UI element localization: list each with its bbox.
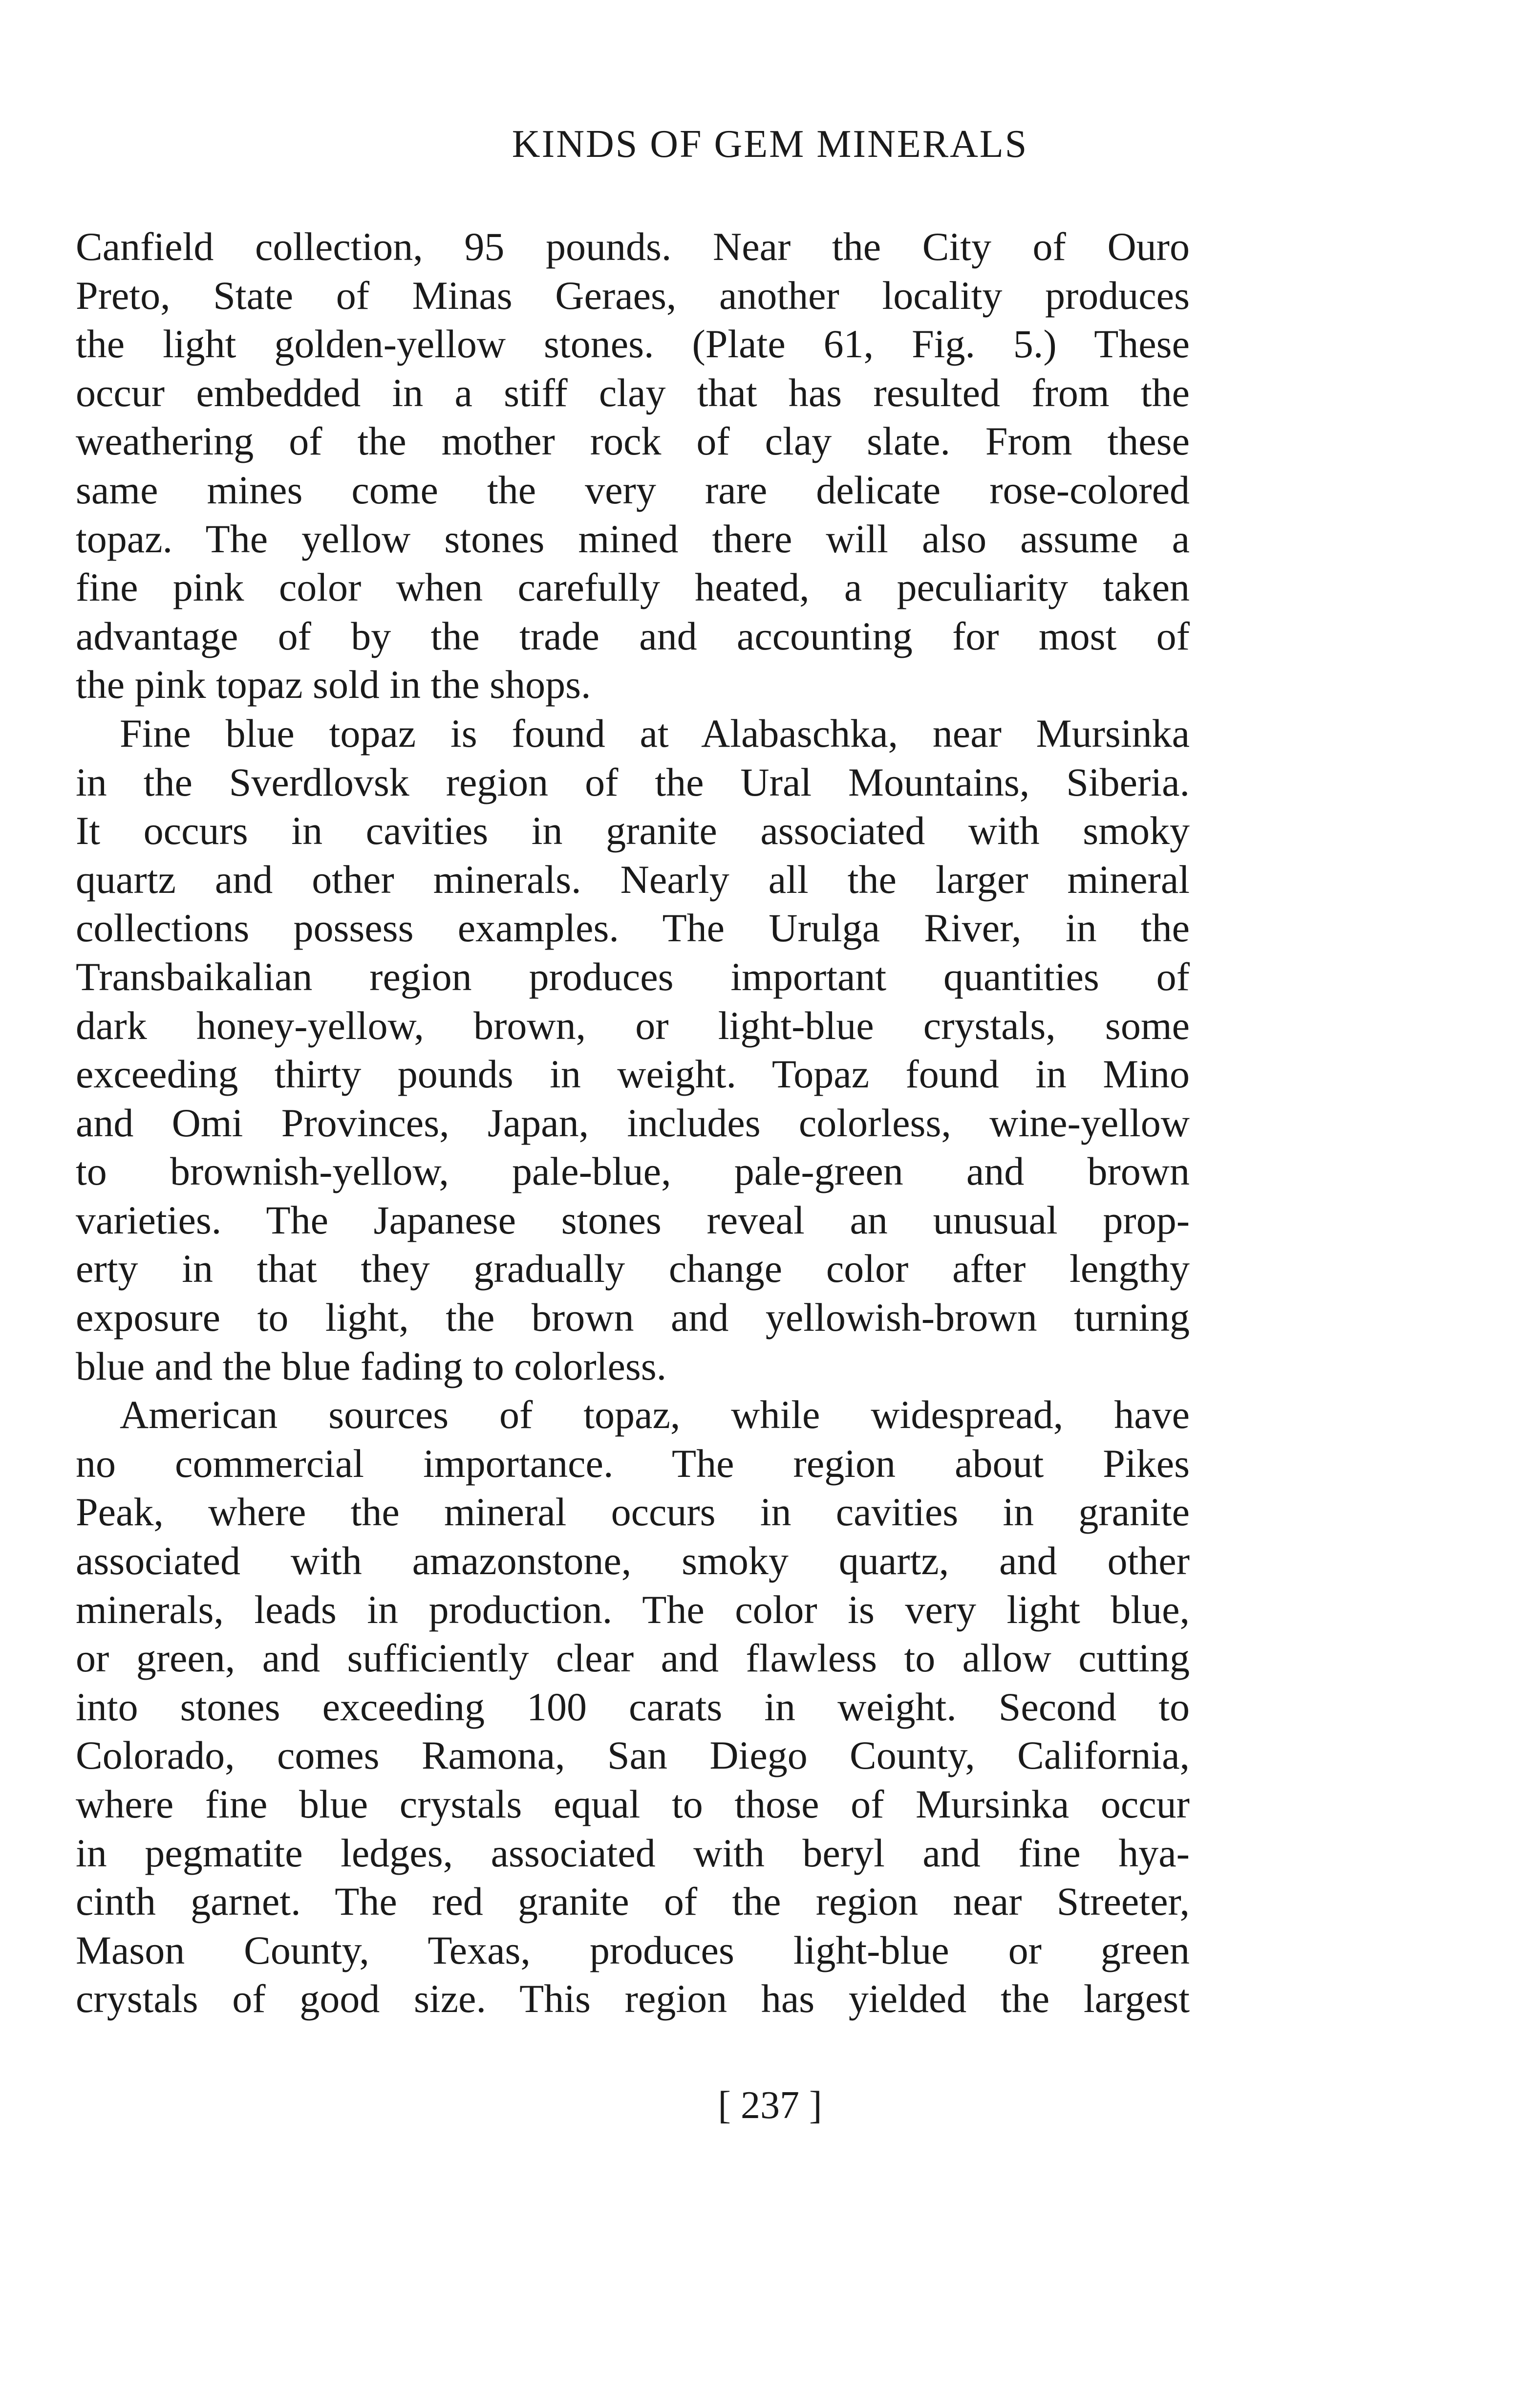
text-line: cinth garnet. The red granite of the region near Streeter, <box>76 1879 1190 1924</box>
text-line: and Omi Provinces, Japan, includes colorless, wine-yellow <box>76 1100 1190 1145</box>
text-line: associated with amazonstone, smoky quartz, and other <box>76 1538 1190 1583</box>
text-line: fine pink color when carefully heated, a peculiarity taken <box>76 565 1190 610</box>
text-line: crystals of good size. This region has yielded the largest <box>76 1976 1190 2021</box>
text-line: dark honey-yellow, brown, or light-blue crystals, some <box>76 1003 1190 1048</box>
text-line: varieties. The Japanese stones reveal an unusual prop- <box>76 1197 1190 1242</box>
running-title: KINDS OF GEM MINERALS <box>512 123 1028 166</box>
text-line: collections possess examples. The Urulga River, in the <box>76 906 1190 951</box>
text-line: where fine blue crystals equal to those of Mursinka occur <box>76 1782 1190 1826</box>
text-line: Fine blue topaz is found at Alabaschka, near Mursinka <box>120 711 1190 756</box>
text-line: Peak, where the mineral occurs in cavities in granite <box>76 1490 1190 1535</box>
text-line: quartz and other minerals. Nearly all the larger mineral <box>76 857 1190 902</box>
text-line: advantage of by the trade and accounting for most of <box>76 613 1190 658</box>
page-number: [ 237 ] <box>718 2084 822 2127</box>
text-line: to brownish-yellow, pale-blue, pale-green and brown <box>76 1149 1190 1194</box>
text-line: Canfield collection, 95 pounds. Near the City of Ouro <box>76 224 1190 269</box>
text-line: American sources of topaz, while widespread, have <box>120 1392 1190 1437</box>
text-line: weathering of the mother rock of clay slate. From these <box>76 419 1190 464</box>
text-line: It occurs in cavities in granite associated with smoky <box>76 808 1190 853</box>
text-line: exposure to light, the brown and yellowish-brown turning <box>76 1295 1190 1340</box>
text-line: in the Sverdlovsk region of the Ural Mountains, Siberia. <box>76 759 1190 804</box>
text-line: Mason County, Texas, produces light-blue or green <box>76 1927 1190 1972</box>
body-text <box>76 222 1190 2023</box>
text-line: no commercial importance. The region about Pikes <box>76 1441 1190 1486</box>
text-line: occur embedded in a stiff clay that has resulted from the <box>76 370 1190 415</box>
text-line: into stones exceeding 100 carats in weight. Second to <box>76 1684 1190 1729</box>
text-line: erty in that they gradually change color after lengthy <box>76 1246 1190 1291</box>
text-line: topaz. The yellow stones mined there will also assume a <box>76 516 1190 561</box>
text-line: the light golden-yellow stones. (Plate 61, Fig. 5.) These <box>76 322 1190 367</box>
text-line: the pink topaz sold in the shops. <box>76 662 591 707</box>
text-line: same mines come the very rare delicate rose-colored <box>76 467 1190 512</box>
text-line: minerals, leads in production. The color is very light blue, <box>76 1587 1190 1632</box>
text-line: or green, and sufficiently clear and flawless to allow cutting <box>76 1636 1190 1681</box>
text-line: Colorado, comes Ramona, San Diego County, California, <box>76 1733 1190 1778</box>
text-line: exceeding thirty pounds in weight. Topaz found in Mino <box>76 1052 1190 1097</box>
text-line: blue and the blue fading to colorless. <box>76 1343 667 1388</box>
text-line: Preto, State of Minas Geraes, another locality produces <box>76 273 1190 318</box>
text-line: in pegmatite ledges, associated with beryl and fine hya- <box>76 1830 1190 1875</box>
text-line: Transbaikalian region produces important quantities of <box>76 954 1190 999</box>
